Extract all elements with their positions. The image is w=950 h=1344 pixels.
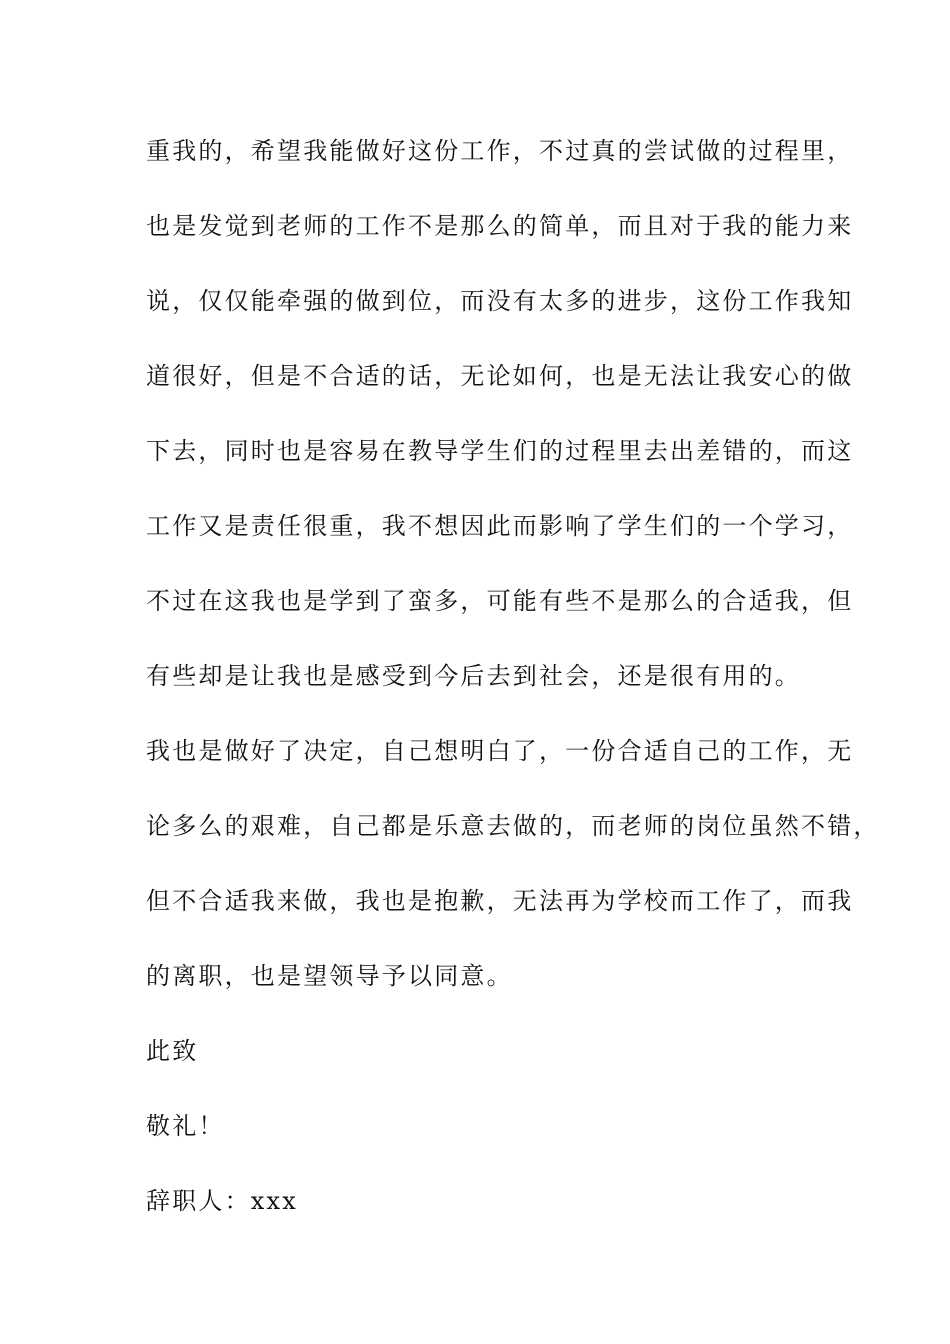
body-line: 的离职，也是望领导予以同意。 xyxy=(146,962,513,990)
body-line: 说，仅仅能牵强的做到位，而没有太多的进步，这份工作我知 xyxy=(146,287,854,315)
body-line: 有些却是让我也是感受到今后去到社会，还是很有用的。 xyxy=(146,662,801,690)
body-line: 但不合适我来做，我也是抱歉，无法再为学校而工作了，而我 xyxy=(146,887,854,915)
body-line: 道很好，但是不合适的话，无论如何，也是无法让我安心的做 xyxy=(146,362,854,390)
body-line: 不过在这我也是学到了蛮多，可能有些不是那么的合适我，但 xyxy=(146,587,854,615)
closing-text: 此致 xyxy=(146,1037,199,1065)
signature-text: 辞职人：xxx xyxy=(146,1187,299,1215)
body-line: 论多么的艰难，自己都是乐意去做的，而老师的岗位虽然不错， xyxy=(146,812,880,840)
body-line: 我也是做好了决定，自己想明白了，一份合适自己的工作，无 xyxy=(146,737,854,765)
salutation-text: 敬礼！ xyxy=(146,1112,225,1140)
body-line: 重我的，希望我能做好这份工作，不过真的尝试做的过程里， xyxy=(146,137,854,165)
body-line: 也是发觉到老师的工作不是那么的简单，而且对于我的能力来 xyxy=(146,212,854,240)
body-line: 工作又是责任很重，我不想因此而影响了学生们的一个学习， xyxy=(146,512,854,540)
body-line: 下去，同时也是容易在教导学生们的过程里去出差错的，而这 xyxy=(146,437,854,465)
